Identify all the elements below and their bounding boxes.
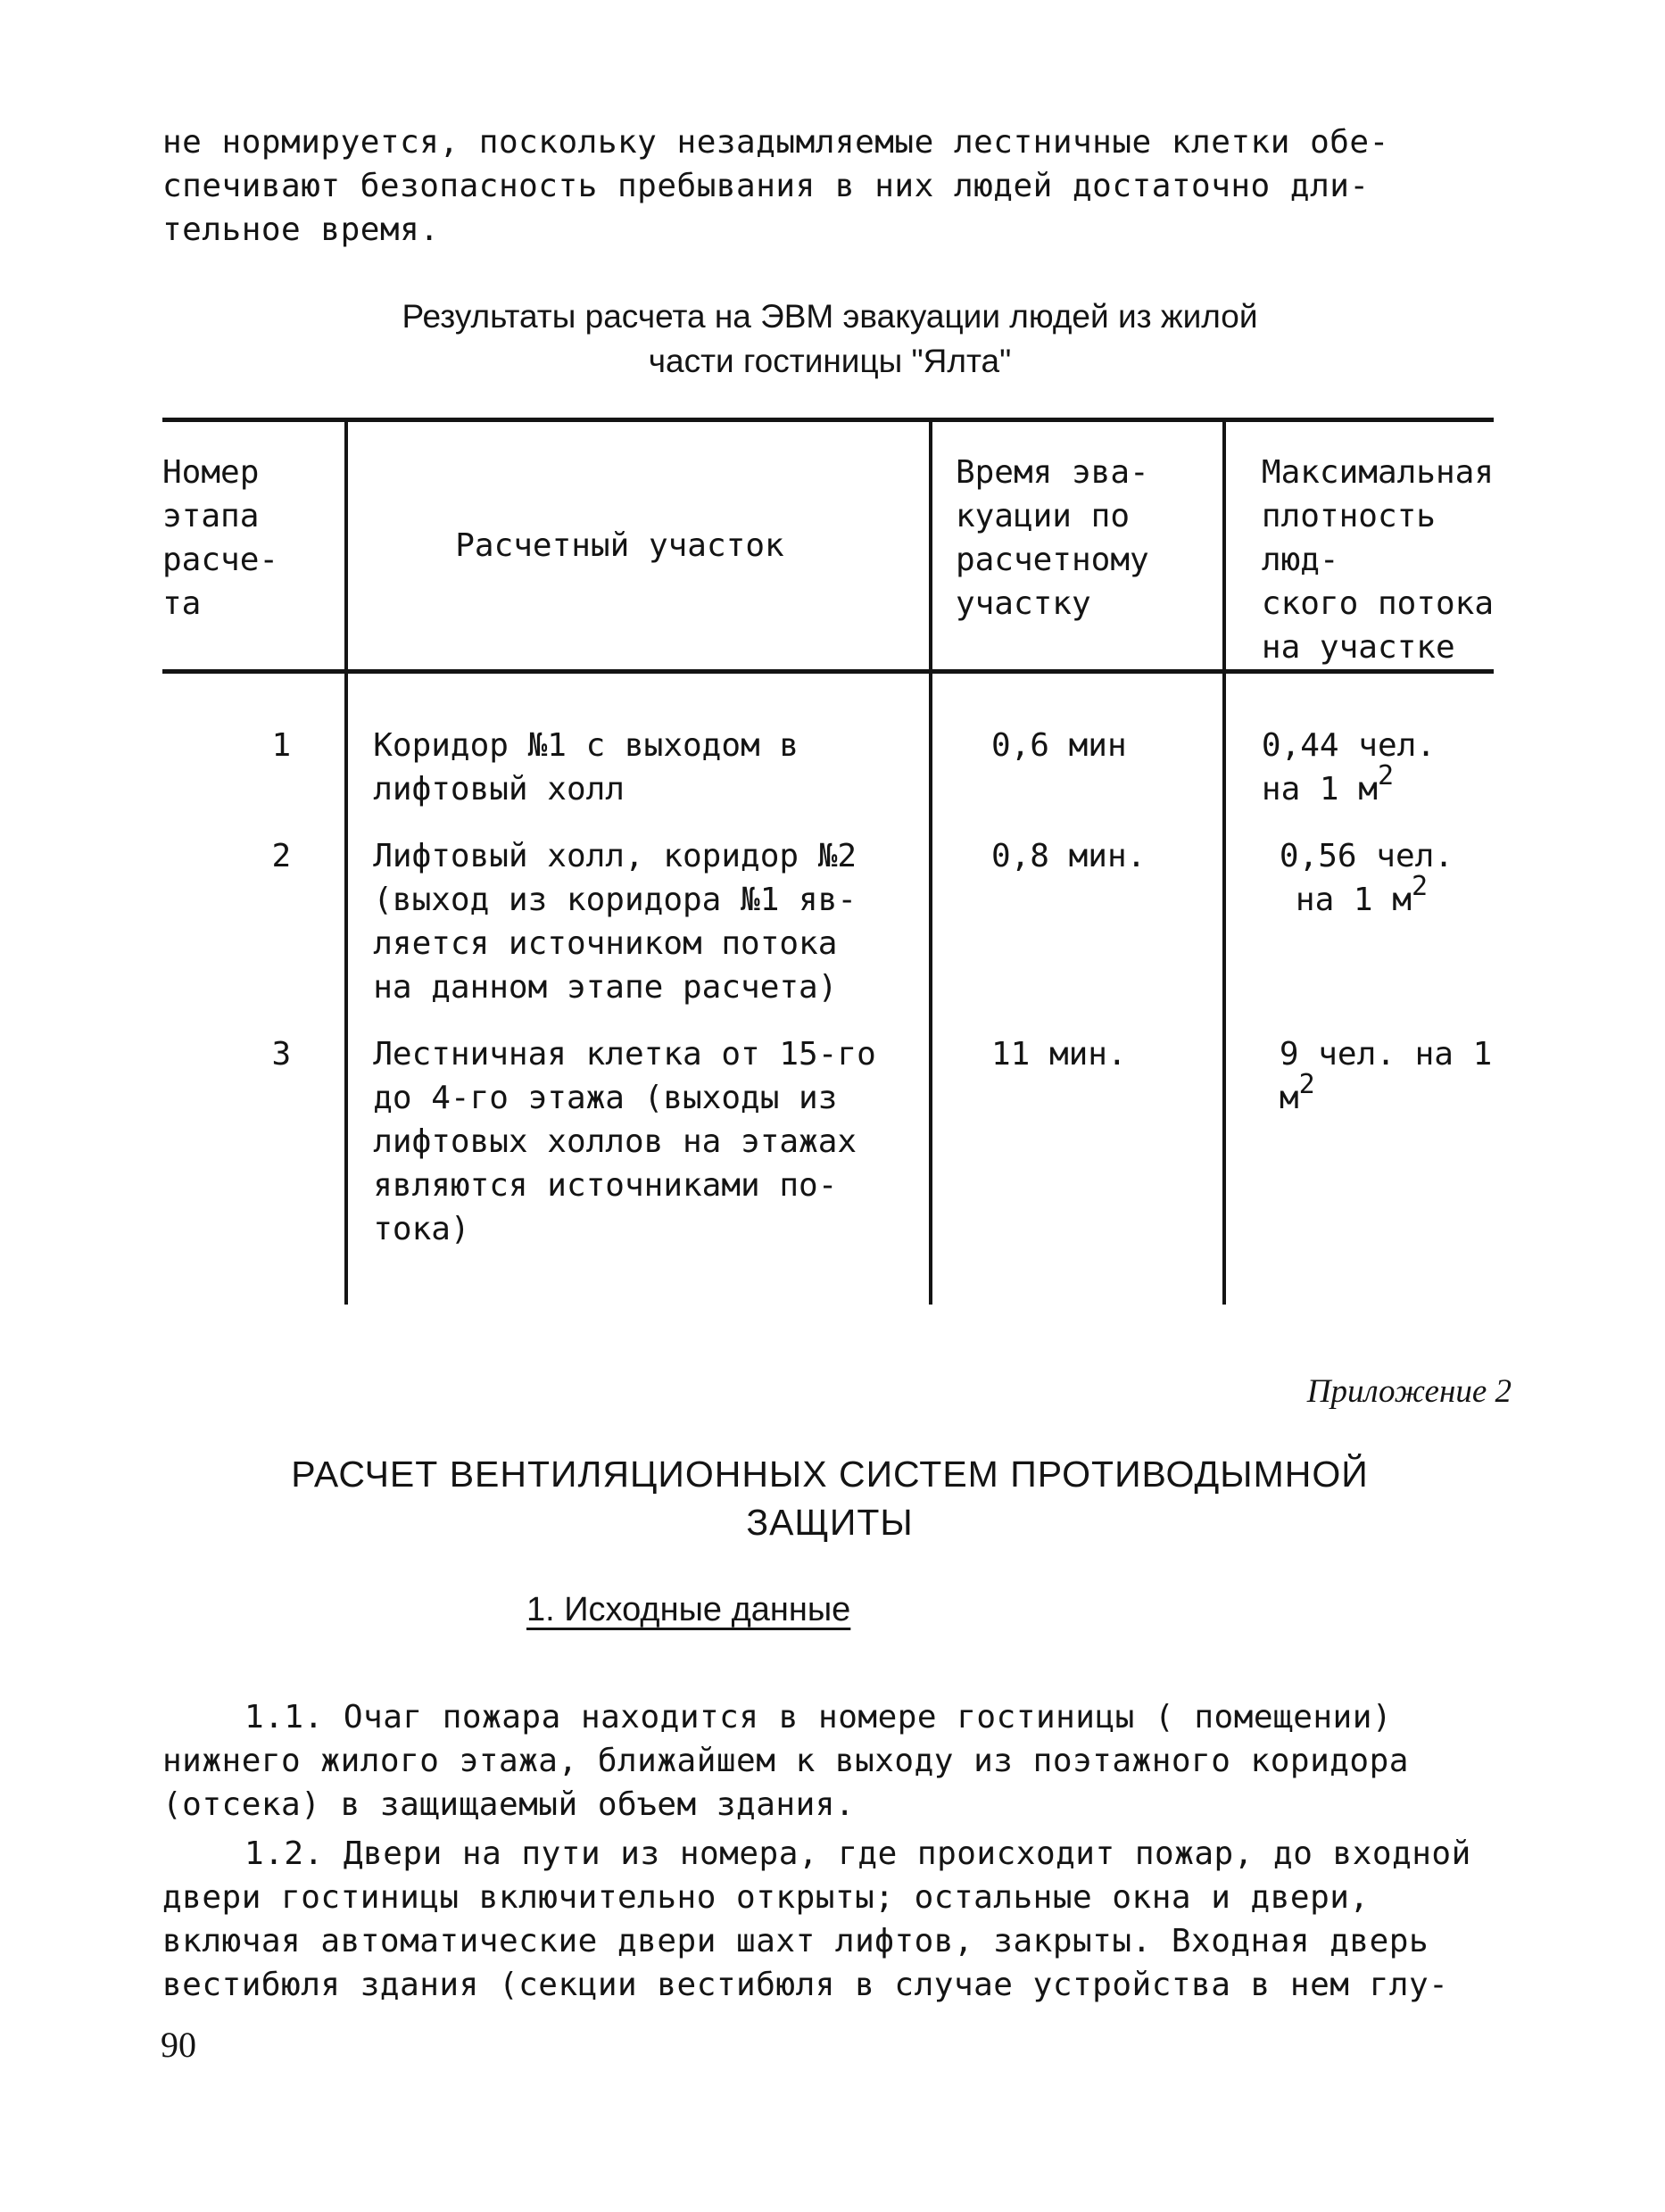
intro-line: тельное время. — [162, 211, 440, 248]
time-cell: 11 мин. — [931, 1009, 1224, 1305]
stage-cell: 2 — [271, 838, 292, 874]
results-table — [162, 418, 1494, 1305]
paragraph-line: нижнего жилого этажа, ближайшем к выходу из поэтажного коридора — [162, 1743, 1409, 1779]
section-cell: Лестничная клетка от 15-го до 4-го этажа (выходы из лифтовых холлов на этажах являются источниками по- тока) — [346, 1009, 931, 1305]
header-time: Время эва- куации по расчетному участку — [931, 420, 1224, 672]
section-cell: Лифтовый холл, коридор №2 (выход из коридора №1 яв- ляется источником потока на данном этапе расчета) — [346, 811, 931, 1009]
table-header-row — [162, 420, 1494, 672]
paragraph-1-2 — [162, 1832, 1471, 2007]
exponent: 2 — [1377, 760, 1395, 791]
table-row — [162, 672, 1494, 812]
table-caption-line: Результаты расчета на ЭВМ эвакуации людей из жилой — [402, 298, 1258, 335]
header-stage: Номер этапа расче- та — [162, 420, 346, 672]
exponent: 2 — [1298, 1069, 1315, 1100]
stage-cell: 1 — [271, 727, 292, 764]
table-caption-line: части гостиницы "Ялта" — [648, 343, 1012, 379]
section-title: РАСЧЕТ ВЕНТИЛЯЦИОННЫХ СИСТЕМ ПРОТИВОДЫМНОЙ ЗАЩИТЫ — [291, 1454, 1369, 1543]
intro-line: спечивают безопасность пребывания в них людей достаточно дли- — [162, 168, 1370, 204]
time-cell: 0,8 мин. — [931, 811, 1224, 1009]
paragraph-line: 1.1. Очаг пожара находится в номере гостиницы ( помещении) — [244, 1699, 1393, 1736]
paragraph-line: (отсека) в защищаемый объем здания. — [162, 1786, 856, 1823]
intro-paragraph — [162, 120, 1389, 252]
paragraph-1-1 — [162, 1695, 1409, 1827]
appendix-label: Приложение 2 — [1306, 1373, 1512, 1410]
header-density: Максимальная плотность люд- ского потока на участке — [1224, 420, 1494, 672]
table-row — [162, 1009, 1494, 1305]
page-number: 90 — [161, 2025, 196, 2065]
paragraph-line: включая автоматические двери шахт лифтов, закрыты. Входная дверь — [162, 1923, 1429, 1959]
density-cell: 0,44 чел. на 1 $м^2$ — [1224, 672, 1494, 812]
paragraph-line: 1.2. Двери на пути из номера, где происходит пожар, до входной — [244, 1835, 1471, 1872]
header-section: Расчетный участок — [346, 420, 931, 672]
density-cell: 0,56 чел. на 1 $м^2$ — [1224, 811, 1494, 1009]
exponent: 2 — [1411, 871, 1429, 902]
subsection-title: 1. Исходные данные — [526, 1591, 851, 1628]
intro-line: не нормируется, поскольку незадымляемые лестничные клетки обе- — [162, 124, 1389, 161]
paragraph-line: вестибюля здания (секции вестибюля в случае устройства в нем глу- — [162, 1967, 1449, 2003]
stage-cell: 3 — [271, 1036, 292, 1073]
paragraph-line: двери гостиницы включительно открыты; остальные окна и двери, — [162, 1879, 1370, 1916]
table-caption — [161, 294, 1499, 384]
density-cell: 9 чел. на 1 $м^2$ — [1224, 1009, 1494, 1305]
time-cell: 0,6 мин — [931, 672, 1224, 812]
section-cell: Коридор №1 с выходом в лифтовый холл — [346, 672, 931, 812]
table-row — [162, 811, 1494, 1009]
